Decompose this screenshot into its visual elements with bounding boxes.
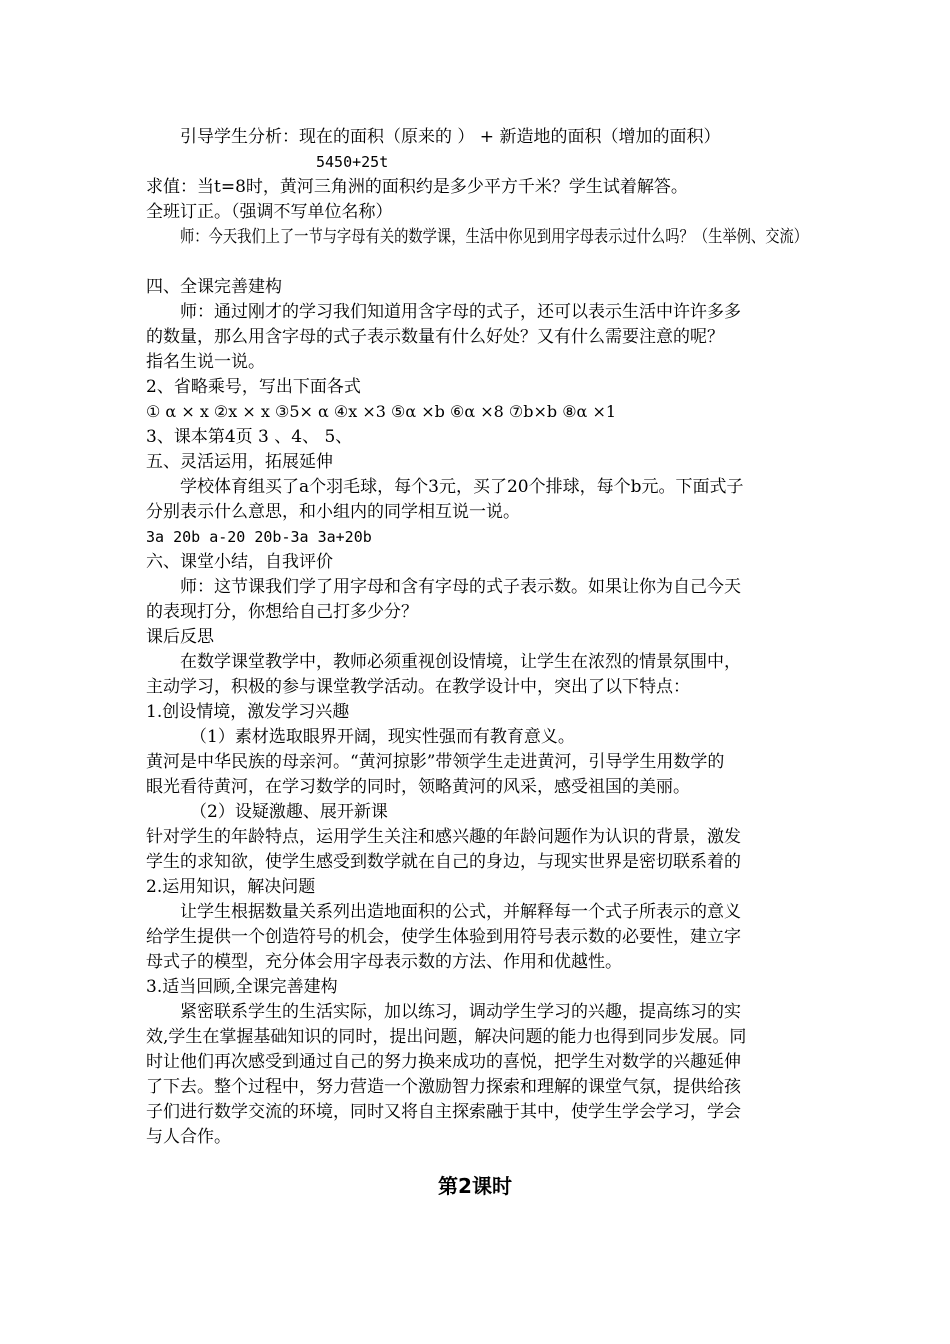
- formula-line: 5450+25t: [316, 153, 389, 171]
- text-line: 求值：当t=8时，黄河三角洲的面积约是多少平方千米？学生试着解答。: [146, 177, 688, 197]
- section-title: 第2课时: [438, 1174, 512, 1198]
- text-line: 引导学生分析：现在的面积（原来的 ） + 新造地的面积（增加的面积）: [180, 127, 721, 147]
- text-line: 的数量，那么用含字母的式子表示数量有什么好处？又有什么需要注意的呢？: [146, 327, 724, 347]
- text-line: 师：今天我们上了一节与字母有关的数学课，生活中你见到用字母表示过什么吗？（生举例、交流）: [180, 227, 809, 247]
- text-line: 给学生提供一个创造符号的机会，使学生体验到用符号表示数的必要性，建立字: [146, 927, 741, 947]
- section-heading: 六、课堂小结，自我评价: [146, 552, 333, 572]
- text-line: 时让他们再次感受到通过自己的努力换来成功的喜悦，把学生对数学的兴趣延伸: [146, 1052, 741, 1072]
- text-line: 黄河是中华民族的母亲河。“黄河掠影”带领学生走进黄河，引导学生用数学的: [146, 752, 725, 772]
- text-line: 分别表示什么意思，和小组内的同学相互说一说。: [146, 502, 520, 522]
- text-line: （1）素材选取眼界开阔，现实性强而有教育意义。: [190, 727, 575, 747]
- section-heading: 四、全课完善建构: [146, 277, 282, 297]
- text-line: 主动学习，积极的参与课堂教学活动。在教学设计中，突出了以下特点：: [146, 677, 690, 697]
- text-line: 3、课本第4页 3 、4、 5、: [146, 427, 353, 447]
- text-line: 师：这节课我们学了用字母和含有字母的式子表示数。如果让你为自己今天: [180, 577, 741, 597]
- text-line: 学生的求知欲，使学生感受到数学就在自己的身边，与现实世界是密切联系着的: [146, 852, 741, 872]
- subheading: 1.创设情境，激发学习兴趣: [146, 702, 350, 722]
- text-line: 子们进行数学交流的环境，同时又将自主探索融于其中，使学生学会学习，学会: [146, 1102, 741, 1122]
- exercise-line: ① α × x ②x × x ③5× α ④x ×3 ⑤α ×b ⑥α ×8 ⑦b×b ⑧α ×1: [146, 402, 617, 421]
- text-line: 效,学生在掌握基础知识的同时，提出问题，解决问题的能力也得到同步发展。同: [146, 1027, 747, 1047]
- formula-line: 3a 20b a-20 20b-3a 3a+20b: [146, 528, 372, 546]
- section-heading: 课后反思: [146, 627, 214, 647]
- text-line: 学校体育组买了a个羽毛球，每个3元，买了20个排球，每个b元。下面式子: [180, 477, 744, 497]
- text-line: 2、省略乘号，写出下面各式: [146, 377, 361, 397]
- text-line: 全班订正。（强调不写单位名称）: [146, 202, 393, 222]
- text-line: （2）设疑激趣、展开新课: [190, 802, 388, 822]
- text-line: 让学生根据数量关系列出造地面积的公式，并解释每一个式子所表示的意义: [180, 902, 741, 922]
- text-line: 的表现打分，你想给自己打多少分？: [146, 602, 418, 622]
- subheading: 3.适当回顾,全课完善建构: [146, 977, 338, 997]
- text-line: 师：通过刚才的学习我们知道用含字母的式子，还可以表示生活中许许多多: [180, 302, 741, 322]
- text-line: 指名生说一说。: [146, 352, 265, 372]
- section-heading: 五、灵活运用，拓展延伸: [146, 452, 333, 472]
- subheading: 2.运用知识，解决问题: [146, 877, 316, 897]
- text-line: 了下去。整个过程中，努力营造一个激励智力探索和理解的课堂气氛，提供给孩: [146, 1077, 741, 1097]
- text-line: 眼光看待黄河，在学习数学的同时，领略黄河的风采，感受祖国的美丽。: [146, 777, 690, 797]
- text-line: 针对学生的年龄特点，运用学生关注和感兴趣的年龄问题作为认识的背景，激发: [146, 827, 741, 847]
- text-line: 与人合作。: [146, 1127, 231, 1147]
- text-line: 紧密联系学生的生活实际，加以练习，调动学生学习的兴趣，提高练习的实: [180, 1002, 741, 1022]
- text-line: 在数学课堂教学中，教师必须重视创设情境，让学生在浓烈的情景氛围中，: [180, 652, 741, 672]
- text-line: 母式子的模型，充分体会用字母表示数的方法、作用和优越性。: [146, 952, 622, 972]
